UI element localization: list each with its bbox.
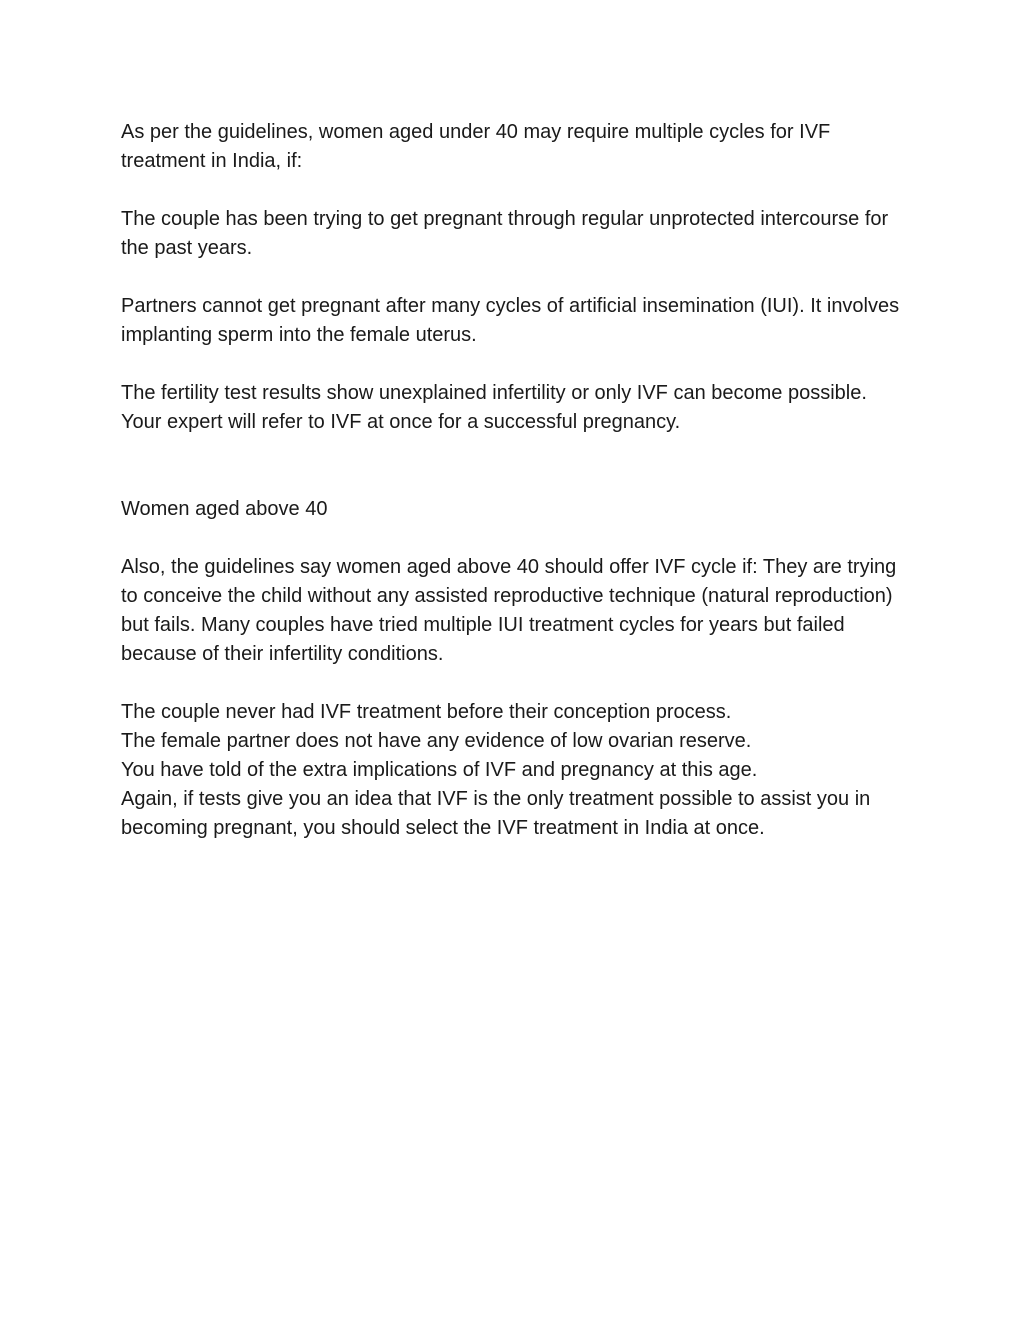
paragraph-under-40-intro: As per the guidelines, women aged under 40 may require multiple cycles for IVF treatment in India, if:: [121, 121, 831, 172]
paragraph-spacer: [121, 466, 911, 495]
paragraph-iui-cycles: Partners cannot get pregnant after many cycles of artificial insemination (IUI). It involves implanting sperm into the female uterus.: [121, 295, 900, 346]
document-body: [121, 118, 911, 872]
line-extra-implications: You have told of the extra implications of IVF and pregnancy at this age.: [121, 759, 758, 781]
section-heading-above-40: Women aged above 40: [121, 498, 328, 520]
line-no-prior-ivf: The couple never had IVF treatment before their conception process.: [121, 701, 732, 723]
paragraph-fertility-test: The fertility test results show unexplained infertility or only IVF can become possible. Your expert will refer to IVF at once for a successful pregnancy.: [121, 382, 867, 433]
paragraph-trying-to-conceive: The couple has been trying to get pregnant through regular unprotected intercourse for the past years.: [121, 208, 889, 259]
line-ivf-only-treatment: Again, if tests give you an idea that IVF is the only treatment possible to assist you in becoming pregnant, you should select the IVF treatment in India at once.: [121, 788, 871, 839]
line-ovarian-reserve: The female partner does not have any evidence of low ovarian reserve.: [121, 730, 752, 752]
final-lines-block: [121, 698, 911, 843]
paragraph-above-40-guidelines: Also, the guidelines say women aged above 40 should offer IVF cycle if: They are trying to conceive the child without any assisted reproductive technique (natural reproduction) but fails. Many couples have tried multiple IUI treatment cycles for years but failed because of their infertility conditions.: [121, 556, 897, 665]
